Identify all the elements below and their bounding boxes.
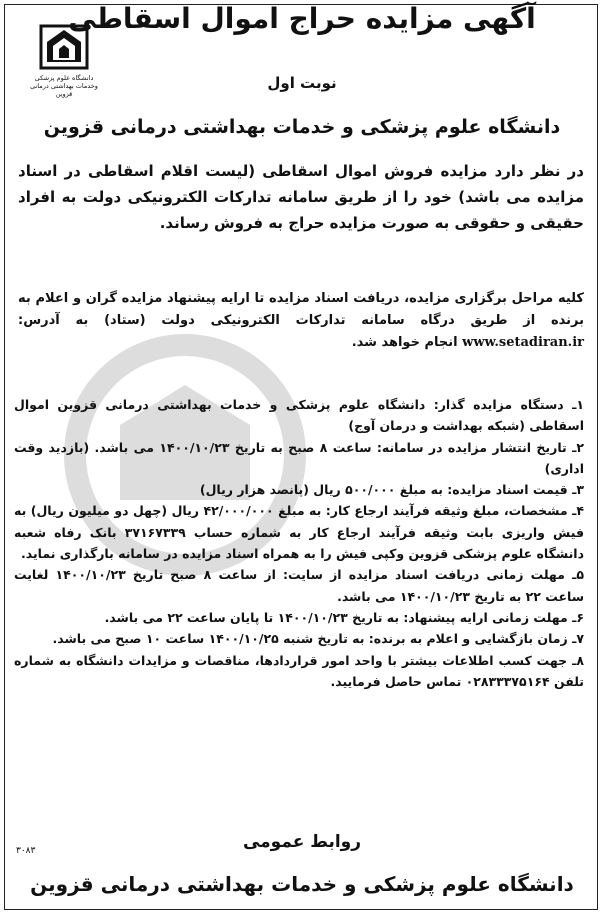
notice-title: آگهی مزایده حراج اموال اسقاطی (68, 2, 536, 35)
ad-code: ۳۰۸۳ (16, 846, 36, 856)
logo-caption: دانشگاه علوم پزشکی وخدمات بهداشتی درمانی قزوین (30, 74, 98, 98)
intro-paragraph: در نظر دارد مزایده فروش اموال اسقاطی (لیست اقلام اسقاطی در اسناد مزایده می باشد) خود را از طریق سامانه تدارکات الکترونیکی دولت به افراد حقیقی و حقوقی به صورت مزایده حراج به فروش رساند. (18, 162, 584, 232)
list-item: ۴ـ مشخصات، مبلغ وثیقه فرآیند ارجاع کار: به مبلغ ۴۲/۰۰۰/۰۰۰ ریال (چهل دو میلیون ریال) به فیش واریزی بابت وثیقه فرآیند ارجاع کار به شماره حساب ۳۷۱۶۷۳۳۹ بانک رفاه شعبه دانشگاه علوم پزشکی قزوین وکپی فیش را به همراه اسناد مزایده در سامانه بارگذاری نماید. (14, 503, 584, 562)
setad-website-link[interactable]: www.setadiran.ir (462, 335, 584, 350)
list-item: ۸ـ جهت کسب اطلاعات بیشتر با واحد امور قراردادها، مناقصات و مزایدات دانشگاه به شماره تلفن ۰۲۸۳۳۳۷۵۱۶۴ تماس حاصل فرمایید. (14, 652, 584, 689)
university-heading: دانشگاه علوم پزشکی و خدمات بهداشتی درمانی قزوین (43, 116, 561, 138)
list-item: ۳ـ قیمت اسناد مزایده: به مبلغ ۵۰۰/۰۰۰ ریال (پانصد هزار ریال) (199, 482, 584, 498)
list-item: ۱ـ دستگاه مزایده گذار: دانشگاه علوم پزشکی و خدمات بهداشتی درمانی قزوین اموال اسقاطی (شبکه بهداشت و درمان آوج) (14, 397, 584, 434)
list-item: ۲ـ تاریخ انتشار مزایده در سامانه: ساعت ۸ صبح به تاریخ ۱۴۰۰/۱۰/۲۳ می باشد. (بازدید وقت اداری) (14, 439, 584, 476)
list-item: ۵ـ مهلت زمانی دریافت اسناد مزایده از سایت: از ساعت ۸ صبح تاریخ ۱۴۰۰/۱۰/۲۳ لغایت ساعت ۲۲ به تاریخ ۱۴۰۰/۱۰/۲۳ می باشد. (14, 567, 584, 604)
round-label: نوبت اول (267, 74, 337, 92)
public-relations-label: روابط عمومی (242, 832, 362, 852)
stages-paragraph: کلیه مراحل برگزاری مزایده، دریافت اسناد مزایده تا ارایه پیشنهاد مزایده گران و اعلام به برنده از طریق درگاه سامانه تدارکات الکترونیکی دولت (ستاد) به آدرس: www.setadiran.ir انجام خواهد شد. (18, 291, 584, 350)
university-emblem-icon (37, 22, 91, 72)
footer-university-name: دانشگاه علوم پزشکی و خدمات بهداشتی درمانی قزوین (30, 872, 574, 896)
list-item: ۶ـ مهلت زمانی ارایه پیشنهاد: به تاریخ ۱۴۰۰/۱۰/۲۳ تا پایان ساعت ۲۲ می باشد. (104, 609, 584, 625)
list-item: ۷ـ زمان بازگشایی و اعلام به برنده: به تاریخ شنبه ۱۴۰۰/۱۰/۲۵ ساعت ۱۰ صبح می باشد. (52, 631, 584, 647)
conditions-list (14, 394, 584, 692)
